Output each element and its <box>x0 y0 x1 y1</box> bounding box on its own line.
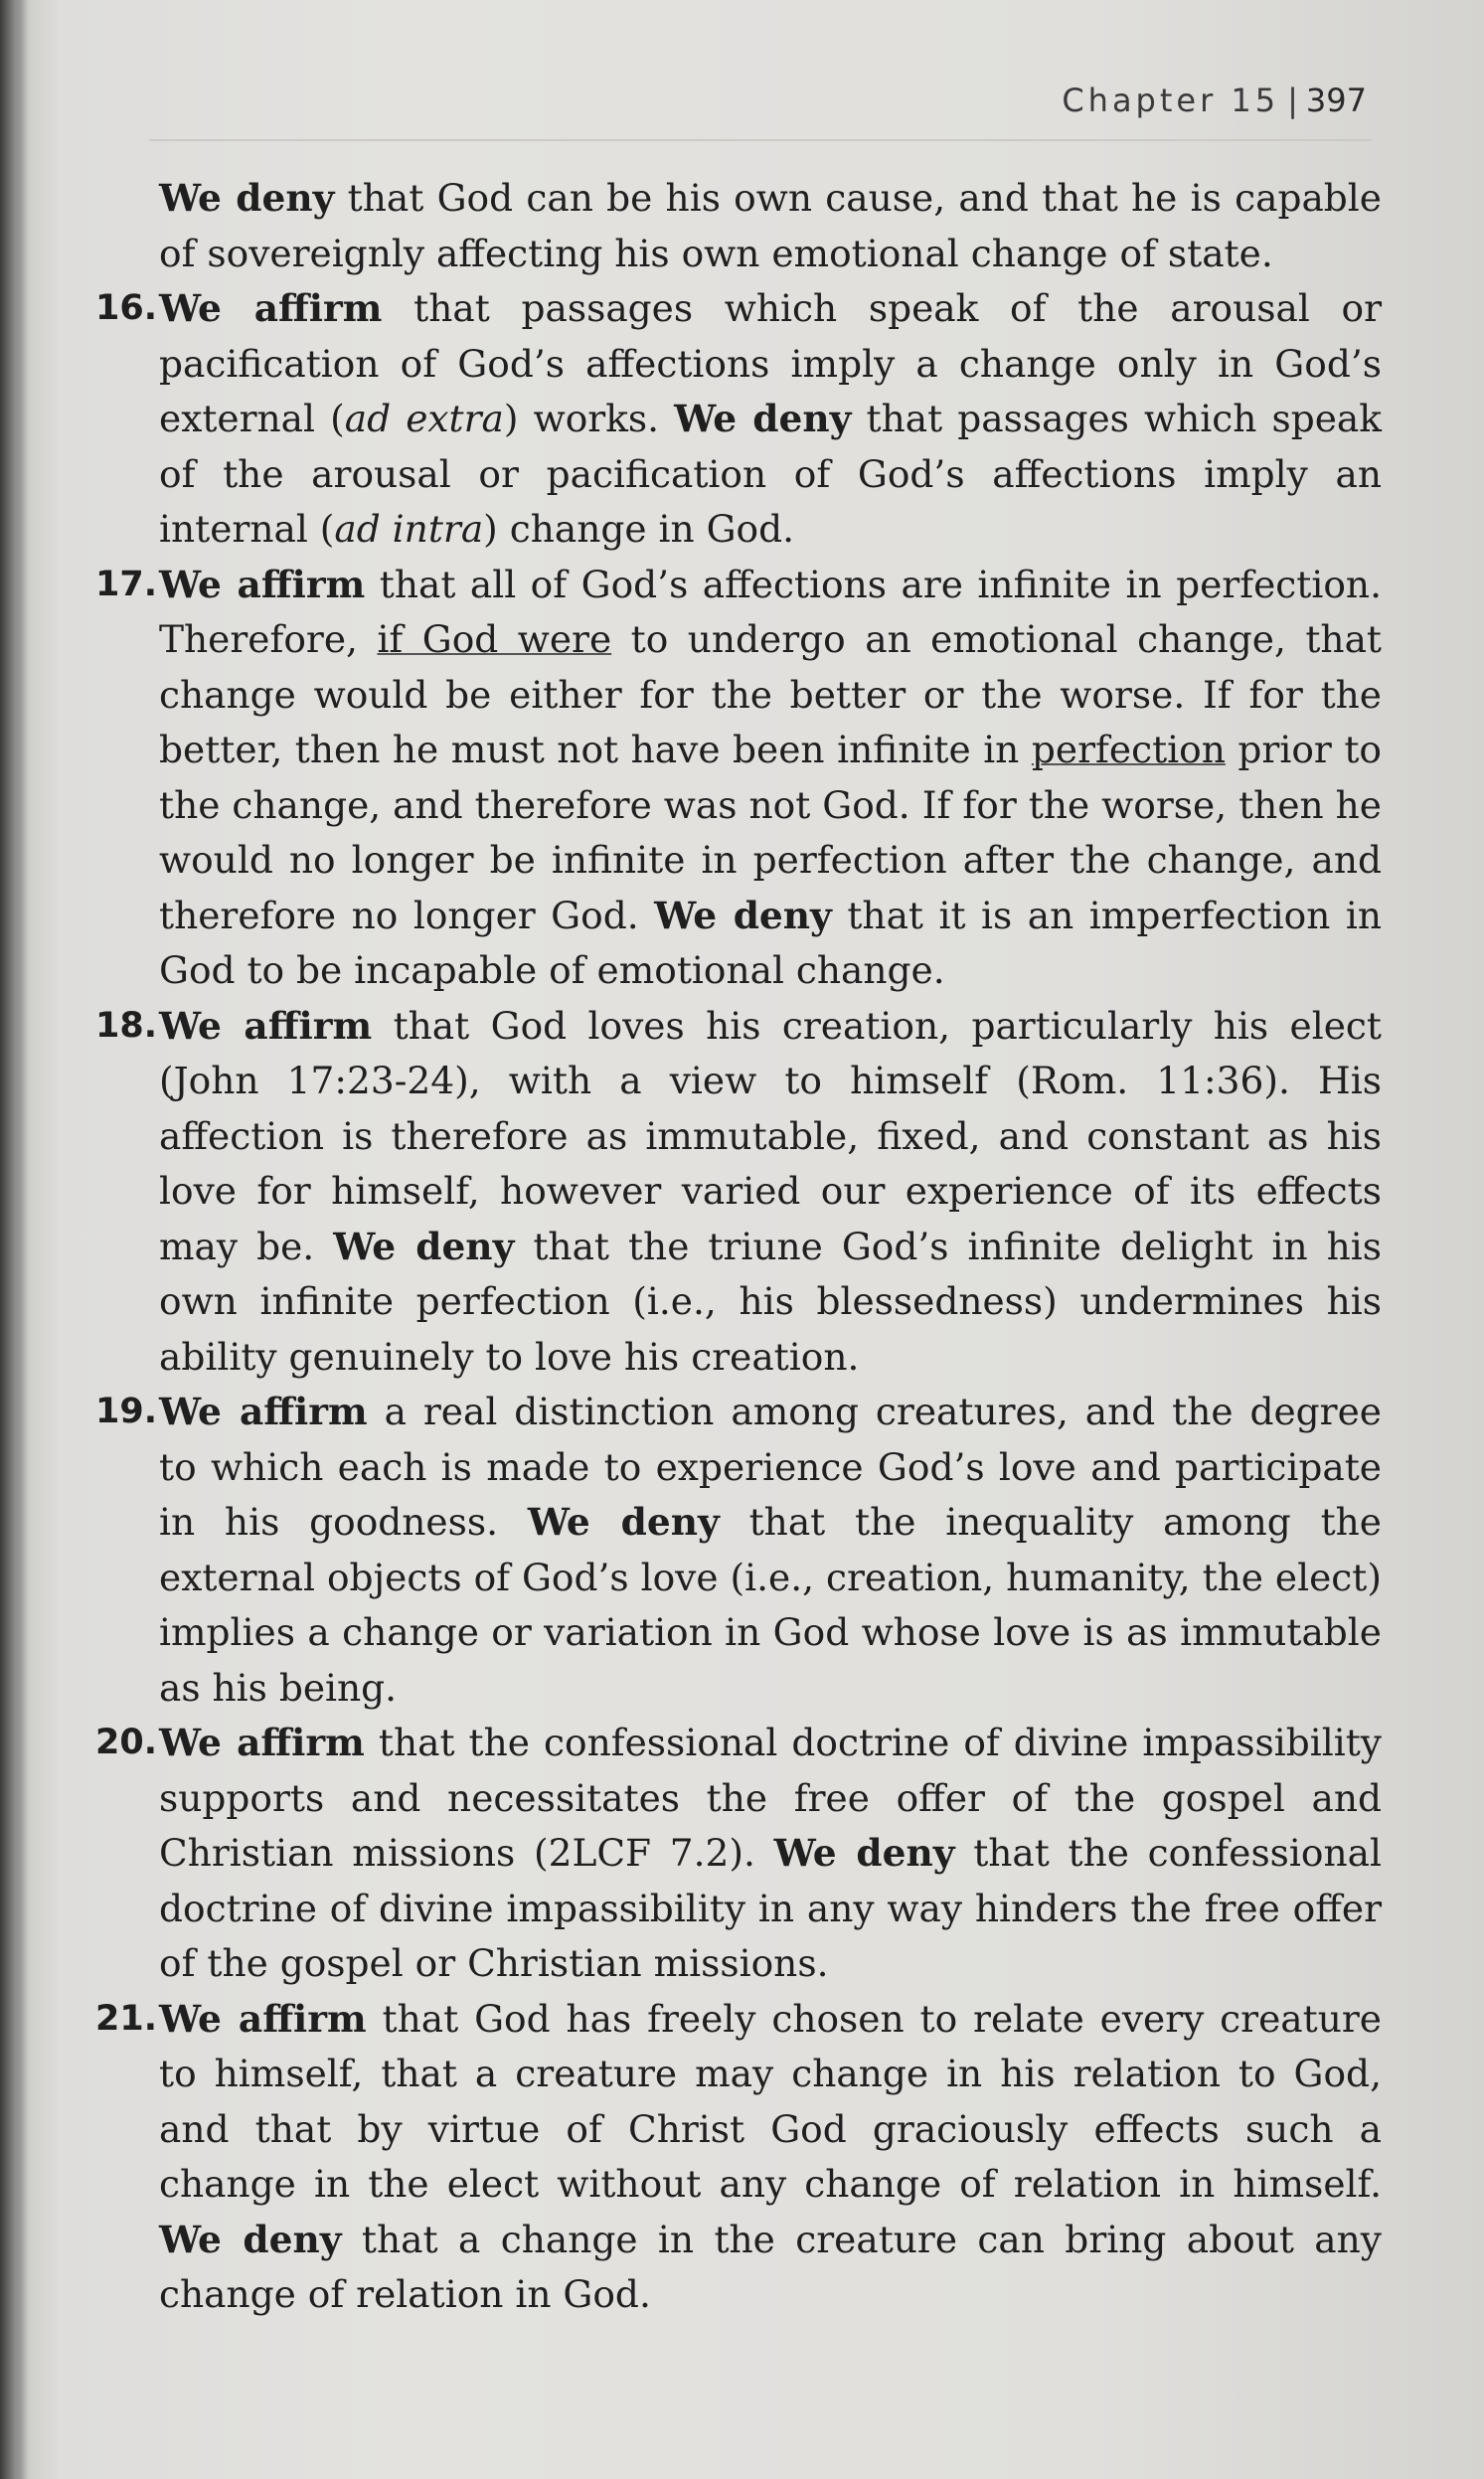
item-number: 21. <box>95 1998 158 2039</box>
pencil-underlined-text: perfection <box>1031 728 1226 771</box>
intro-paragraph <box>159 171 1382 281</box>
list-item-17 <box>95 558 1383 999</box>
item-text: that passages which speak of the arousal or pacification of God’s affections imply a change only in God’s external ( <box>159 286 1383 440</box>
deny-label: We deny <box>159 176 335 220</box>
page-number: 397 <box>1305 82 1367 119</box>
deny-label: We deny <box>159 2217 342 2261</box>
item-text: that the confessional doctrine of divine impassibility supports and necessitates the free offer of the gospel and Christian missions (2LCF 7.2). <box>159 1721 1382 1875</box>
latin-term: ad intra <box>334 507 484 551</box>
affirm-label: We affirm <box>159 1003 373 1048</box>
item-text: ) works. <box>503 397 675 440</box>
list-item-16 <box>95 281 1383 558</box>
list-item-20 <box>95 1716 1383 1992</box>
deny-label: We deny <box>773 1831 955 1875</box>
item-text: to undergo an emotional change, that change would be either for the better or the worse. If for the better, then he must not have been infinite in <box>159 617 1383 771</box>
item-text: that the triune God’s infinite delight in his own infinite perfection (i.e., his blessedness) undermines his ability genuinely to love his creation. <box>159 1224 1382 1379</box>
affirm-label: We affirm <box>159 1390 368 1433</box>
affirm-label: We affirm <box>159 1721 365 1764</box>
item-number: 16. <box>95 288 158 328</box>
book-spine-shadow <box>0 0 26 2479</box>
header-separator: | <box>1287 82 1298 119</box>
item-text: a real distinction among creatures, and the degree to which each is made to experience God’s love and participate in his goodness. <box>159 1390 1382 1544</box>
affirm-label: We affirm <box>159 1996 367 2041</box>
deny-label: We deny <box>674 397 852 440</box>
affirm-label: We affirm <box>159 286 383 330</box>
pencil-underlined-text: if God were <box>377 617 612 661</box>
item-number: 19. <box>95 1392 158 1431</box>
item-text: that the inequality among the external objects of God’s love (i.e., creation, humanity, the elect) implies a change or variation in God whose love is as immutable as his being. <box>159 1500 1382 1710</box>
affirm-label: We affirm <box>159 562 366 606</box>
running-header <box>1062 82 1367 119</box>
item-text: that all of God’s affections are infinite in perfection. Therefore, <box>159 562 1382 661</box>
item-text: that it is an imperfection in God to be incapable of emotional change. <box>159 893 1382 992</box>
item-number: 17. <box>95 564 158 604</box>
deny-label: We deny <box>527 1500 720 1544</box>
item-text: that passages which speak of the arousal or pacification of God’s affections imply an internal ( <box>159 397 1382 551</box>
list-item-18 <box>95 999 1383 1386</box>
page-body <box>95 171 1383 2323</box>
deny-label: We deny <box>654 893 832 937</box>
item-text: prior to the change, and therefore was not God. If for the worse, then he would no longer be infinite in perfection after the change, and therefore no longer God. <box>159 728 1383 937</box>
deny-label: We deny <box>333 1224 515 1268</box>
list-item-21 <box>95 1992 1382 2323</box>
item-text: that a change in the creature can bring about any change of relation in God. <box>159 2217 1382 2316</box>
chapter-label: Chapter 15 <box>1062 82 1280 119</box>
header-rule <box>149 139 1372 141</box>
item-text: that God loves his creation, particularly his elect (John 17:23-24), with a view to himself (Rom. 11:36). His affection is therefore as immutable, fixed, and constant as his love for himself, however varied our experience of its effects may be. <box>159 1003 1383 1268</box>
latin-term: ad extra <box>344 397 504 440</box>
item-number: 18. <box>95 1005 158 1046</box>
item-text: that the confessional doctrine of divine impassibility in any way hinders the free offer of the gospel or Christian missions. <box>159 1831 1383 1985</box>
item-text: that God has freely chosen to relate every creature to himself, that a creature may change in his relation to God, and that by virtue of Christ God graciously effects such a change in the elect without any change of relation in himself. <box>159 1996 1382 2206</box>
list-item-19 <box>95 1385 1382 1716</box>
intro-text: that God can be his own cause, and that he is capable of sovereignly affecting his own emotional change of state. <box>159 176 1382 275</box>
item-number: 20. <box>95 1723 158 1762</box>
item-text: ) change in God. <box>483 507 795 551</box>
